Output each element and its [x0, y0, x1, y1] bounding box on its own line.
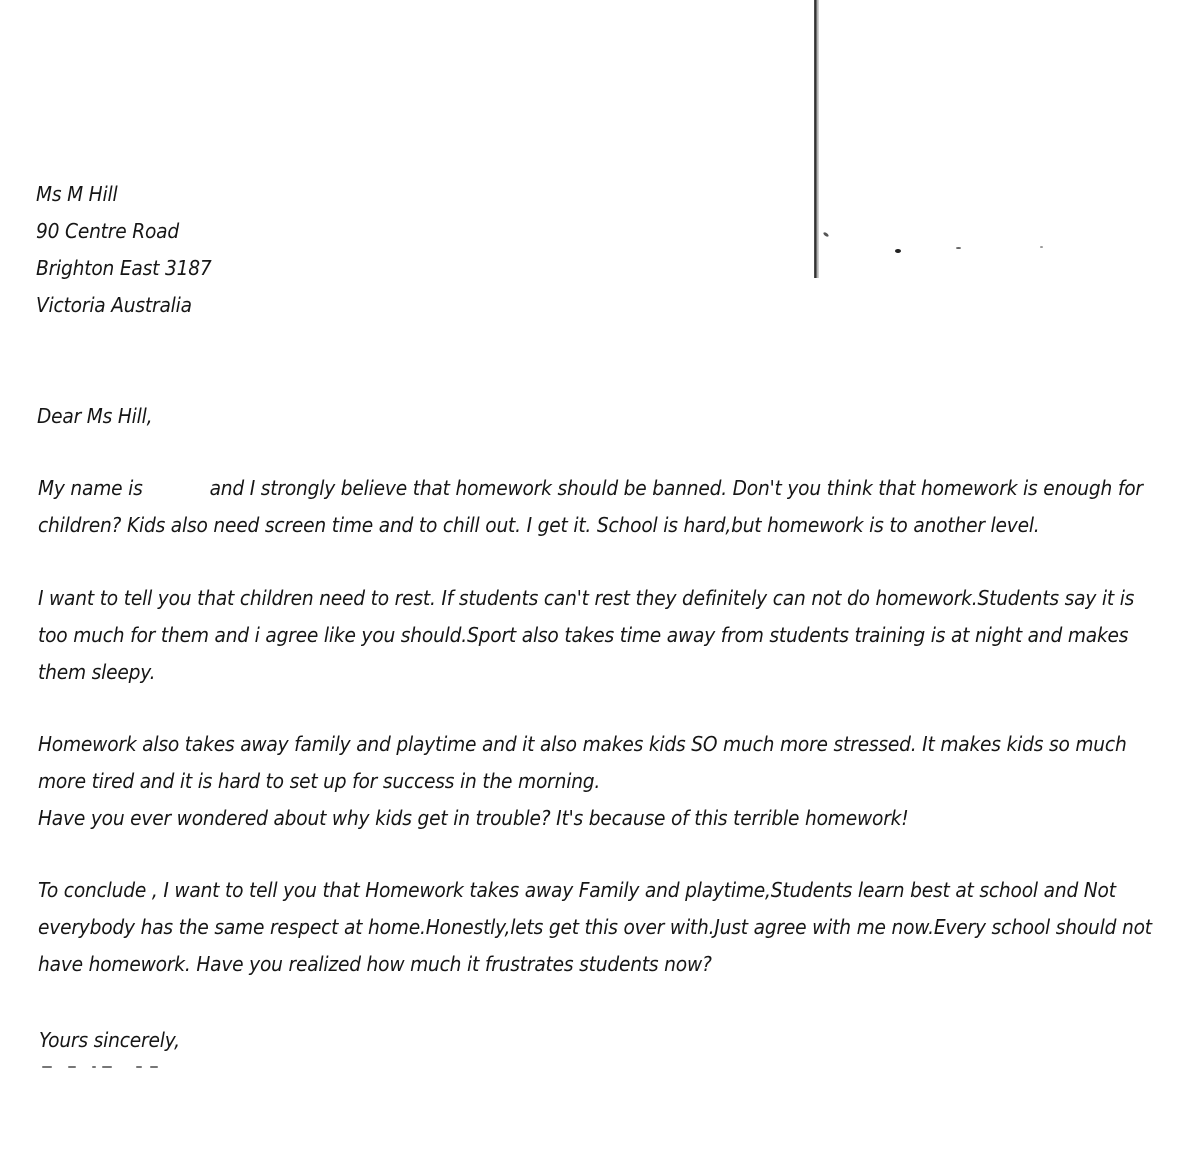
paragraph-line: Homework also takes away family and playtime and it also makes kids SO much more stressed. It makes kids so much — [38, 732, 1127, 756]
scan-speck — [956, 247, 961, 249]
scan-speck — [895, 249, 901, 253]
paragraph-line: Have you ever wondered about why kids get in trouble? It's because of this terrible homework! — [38, 806, 909, 830]
scan-speck — [823, 232, 830, 238]
signature-stroke — [150, 1066, 158, 1068]
paragraph-line — [38, 470, 1143, 507]
paragraph-1 — [38, 470, 1143, 544]
address-name: Ms M Hill — [36, 182, 118, 206]
paragraph-line-text: and I strongly believe that homework should be banned. Don't you think that homework is enough for — [209, 476, 1143, 500]
paragraph-line: more tired and it is hard to set up for success in the morning. — [38, 769, 601, 793]
paragraph-2 — [38, 580, 1134, 691]
salutation: Dear Ms Hill, — [37, 404, 153, 428]
signature-stroke — [92, 1066, 96, 1068]
scan-speck — [1040, 246, 1043, 248]
paragraph-line: them sleepy. — [38, 660, 156, 684]
address-state-country: Victoria Australia — [36, 293, 192, 317]
signature-stroke — [68, 1066, 76, 1068]
paragraph-line: everybody has the same respect at home.Honestly,lets get this over with.Just agree with me now.Every school should not — [38, 915, 1152, 939]
paragraph-line: To conclude , I want to tell you that Homework takes away Family and playtime,Students learn best at school and Not — [38, 878, 1116, 902]
name-lead: My name is — [38, 476, 143, 500]
address-street: 90 Centre Road — [36, 219, 180, 243]
recipient-address — [36, 176, 212, 324]
signature-stroke — [42, 1066, 52, 1068]
signature-fragment — [40, 1066, 180, 1071]
paragraph-line: I want to tell you that children need to rest. If students can't rest they definitely can not do homework.Students say it is — [38, 586, 1135, 610]
closing: Yours sincerely, — [39, 1028, 180, 1052]
paragraph-line: have homework. Have you realized how much it frustrates students now? — [38, 952, 712, 976]
signature-stroke — [102, 1066, 112, 1068]
paragraph-3 — [38, 726, 1127, 837]
paragraph-line: children? Kids also need screen time and to chill out. I get it. School is hard,but homework is to another level. — [38, 513, 1040, 537]
signature-stroke — [136, 1066, 142, 1068]
address-suburb: Brighton East 3187 — [36, 256, 212, 280]
paragraph-line: too much for them and i agree like you should.Sport also takes time away from students training is at night and makes — [38, 623, 1129, 647]
paragraph-4 — [38, 872, 1152, 983]
scan-fold-line — [814, 0, 819, 278]
